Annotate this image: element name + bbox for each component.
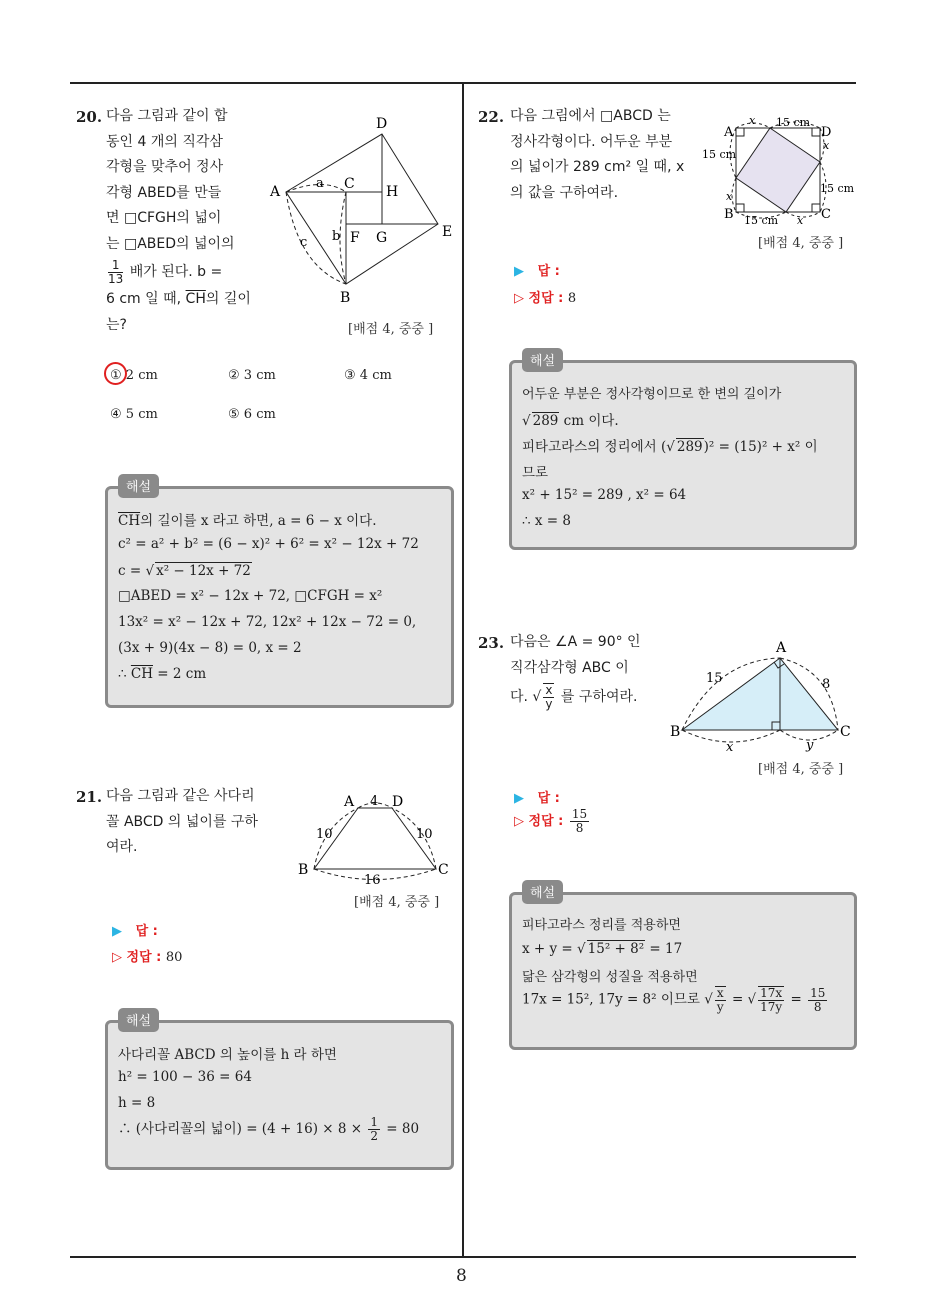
- q22-points: [배점 4, 중중 ]: [758, 236, 844, 251]
- q21-label-right: 10: [416, 827, 433, 842]
- q21-number: 21.: [76, 788, 103, 806]
- q23-line: 다. √ $\frac{x}{y}$ 를 구하여라.: [510, 683, 638, 711]
- q22-label-top: 15 cm: [776, 116, 811, 129]
- q21-sol-line: ∴ (사다리꼴의 넓이) = (4 + 16) × 8 × $\frac{1}{2}$ = 80: [118, 1115, 420, 1143]
- q20-line: 는?: [106, 316, 127, 333]
- q20-line: 동인 4 개의 직각삼: [106, 133, 223, 150]
- q23-sol-line: 피타고라스 정리를 적용하면: [522, 918, 681, 933]
- q21-text: [106, 784, 282, 861]
- q22-label-a: A: [724, 125, 734, 140]
- q22-label-bottom: 15 cm: [744, 214, 779, 227]
- q21-solution-tag: 해설: [118, 1008, 159, 1032]
- q22-label-left: 15 cm: [702, 148, 737, 161]
- q20-sol-line: c = √ x² − 12x + 72: [118, 563, 251, 579]
- q21-label-bottom: 16: [364, 873, 381, 888]
- q20-sol-line: □ABED = x² − 12x + 72, □CFGH = x²: [118, 588, 383, 604]
- q20-figure: [264, 112, 464, 312]
- q22-label-x-right: x: [823, 139, 830, 152]
- q22-answer-row: ▶ 답 :: [514, 264, 560, 279]
- q22-sol-line: 피타고라스의 정리에서 (√ 289)² = (15)² + x² 이: [522, 439, 818, 455]
- q20-points: [배점 4, 중중 ]: [348, 322, 434, 337]
- q22-label-x-left: x: [726, 190, 733, 203]
- q20-choice-1[interactable]: ① 2 cm: [110, 368, 158, 383]
- q20-sol-line: 13x² = x² − 12x + 72, 12x² + 12x − 72 = 0,: [118, 614, 417, 630]
- q22-solution-tag: 해설: [522, 348, 563, 372]
- q20-label-f: F: [350, 230, 360, 246]
- q21-points: [배점 4, 중중 ]: [354, 895, 440, 910]
- q23-label-c: C: [840, 724, 851, 740]
- q20-label-e-vertex: E: [442, 224, 453, 240]
- q21-line: 꼴 ABCD 의 넓이를 구하: [106, 813, 258, 830]
- q23-text: [510, 630, 652, 713]
- page-number: 8: [456, 1266, 467, 1286]
- q23-label-ab: 15: [706, 671, 723, 686]
- q20-line: 6 cm 일 때, $\overline{CH}$의 길이: [106, 291, 251, 307]
- q22-label-b: B: [724, 207, 734, 222]
- q21-line: 다음 그림과 같은 사다리: [106, 788, 255, 804]
- q23-sol-line: 닮은 삼각형의 성질을 적용하면: [522, 970, 698, 985]
- correct-triangle-icon: ▷: [514, 814, 524, 829]
- q21-label-b: B: [298, 862, 309, 878]
- q20-choice-3[interactable]: ③ 4 cm: [344, 368, 392, 383]
- q21-label-top: 4: [370, 794, 379, 809]
- q20-label-c-vertex: C: [344, 176, 355, 192]
- q21-label-c: C: [438, 862, 449, 878]
- q21-label-left: 10: [316, 827, 333, 842]
- q21-sol-line: h = 8: [118, 1095, 156, 1111]
- q22-sol-line: 므로: [522, 465, 549, 481]
- q20-fraction: $\frac{1}{13}$: [108, 257, 124, 286]
- q23-sol-line: x + y = √ 15² + 8² = 17: [522, 941, 683, 957]
- q22-number: 22.: [478, 108, 505, 126]
- q21-sol-line: h² = 100 − 36 = 64: [118, 1069, 252, 1085]
- q20-label-a-vertex: A: [270, 184, 281, 200]
- q22-correct-row: ▷ 정답 : 8: [514, 291, 577, 306]
- answer-triangle-icon: ▶: [514, 791, 524, 806]
- answer-triangle-icon: ▶: [514, 264, 524, 279]
- q22-sol-line: √ 289 cm 이다.: [522, 413, 619, 429]
- q23-figure: [666, 636, 860, 758]
- q23-label-b: B: [670, 724, 681, 740]
- q21-answer-row: ▶ 답 :: [112, 924, 158, 939]
- q21-figure: [294, 788, 460, 888]
- q23-answer-row: ▶ 답 :: [514, 791, 560, 806]
- q20-solution-tag: 해설: [118, 474, 159, 498]
- q20-choice-2[interactable]: ② 3 cm: [228, 368, 276, 383]
- q23-line: 다음은 ∠A = 90° 인: [510, 634, 641, 650]
- q20-line: $\frac{1}{13}$ 배가 된다. b =: [108, 257, 223, 286]
- q20-sol-line: (3x + 9)(4x − 8) = 0, x = 2: [118, 640, 302, 656]
- q20-label-d-vertex: D: [376, 116, 388, 132]
- q20-line: 면 □CFGH의 넓이: [106, 210, 222, 226]
- q22-text: [510, 104, 686, 206]
- q23-number: 23.: [478, 634, 505, 652]
- q20-sol-line: ∴ $\overline{CH} = 2$ cm: [118, 666, 207, 682]
- q22-sol-line: ∴ x = 8: [522, 513, 571, 529]
- q22-sol-line: x² + 15² = 289 , x² = 64: [522, 487, 687, 503]
- q22-label-right: 15 cm: [820, 182, 855, 195]
- answer-triangle-icon: ▶: [112, 924, 122, 939]
- correct-triangle-icon: ▷: [112, 950, 122, 965]
- q20-label-b-side: b: [332, 229, 341, 244]
- q23-label-ac: 8: [822, 677, 831, 692]
- q22-line: 의 값을 구하여라.: [510, 184, 619, 201]
- q21-label-d: D: [392, 794, 404, 810]
- q22-label-d: D: [821, 125, 832, 140]
- q20-choice-5[interactable]: ⑤ 6 cm: [228, 407, 276, 422]
- q20-label-a-side: a: [316, 176, 324, 191]
- q20-number: 20.: [76, 108, 103, 126]
- q21-correct-row: ▷ 정답 : 80: [112, 950, 183, 965]
- q22-sol-line: 어두운 부분은 정사각형이므로 한 변의 길이가: [522, 387, 782, 402]
- q23-line: 직각삼각형 ABC 이: [510, 659, 629, 676]
- q20-label-b-vertex: B: [340, 290, 351, 306]
- q22-line: 정사각형이다. 어두운 부분: [510, 133, 673, 150]
- q20-choice-4[interactable]: ④ 5 cm: [110, 407, 158, 422]
- q22-label-c: C: [821, 207, 831, 222]
- q21-sol-line: 사다리꼴 ABCD 의 높이를 h 라 하면: [118, 1047, 337, 1063]
- q22-label-x-bottom: x: [797, 214, 804, 227]
- q20-line: 각형 ABED를 만들: [106, 184, 222, 201]
- q20-sol-line: c² = a² + b² = (6 − x)² + 6² = x² − 12x + 72: [118, 536, 419, 552]
- q23-correct-row: ▷ 정답 : $\frac{15}{8}$: [514, 807, 588, 835]
- q20-label-g: G: [376, 230, 388, 246]
- q20-text: [106, 104, 256, 338]
- bottom-rule: [70, 1256, 856, 1258]
- q21-line: 여라.: [106, 839, 138, 855]
- q20-line: 는 □ABED의 넓이의: [106, 235, 235, 252]
- q22-label-x-top: x: [749, 114, 756, 127]
- q22-line: 다음 그림에서 □ABCD 는: [510, 108, 671, 124]
- q20-label-c-side: c: [300, 235, 308, 250]
- q23-points: [배점 4, 중중 ]: [758, 762, 844, 777]
- q21-label-a: A: [344, 794, 355, 810]
- q23-label-a: A: [776, 640, 787, 656]
- q20-line: 각형을 맞추어 정사: [106, 159, 224, 175]
- q22-line: 의 넓이가 289 cm² 일 때, x: [510, 159, 685, 175]
- correct-triangle-icon: ▷: [514, 291, 524, 306]
- q20-sol-line: $\overline{CH}$의 길이를 x 라고 하면, a = 6 − x 이다.: [118, 513, 377, 529]
- q22-figure: [700, 112, 860, 234]
- q20-label-h: H: [386, 184, 399, 200]
- q23-sol-line: 17x = 15², 17y = 8² 이므로 √ $\frac{x}{y}$ = √ $\frac{17x}{17y}$ = $\frac{15}{8}$: [522, 985, 826, 1014]
- q23-label-y: y: [806, 738, 814, 753]
- q23-label-x: x: [726, 740, 734, 755]
- q23-solution-tag: 해설: [522, 880, 563, 904]
- q20-line: 다음 그림과 같이 합: [106, 108, 228, 124]
